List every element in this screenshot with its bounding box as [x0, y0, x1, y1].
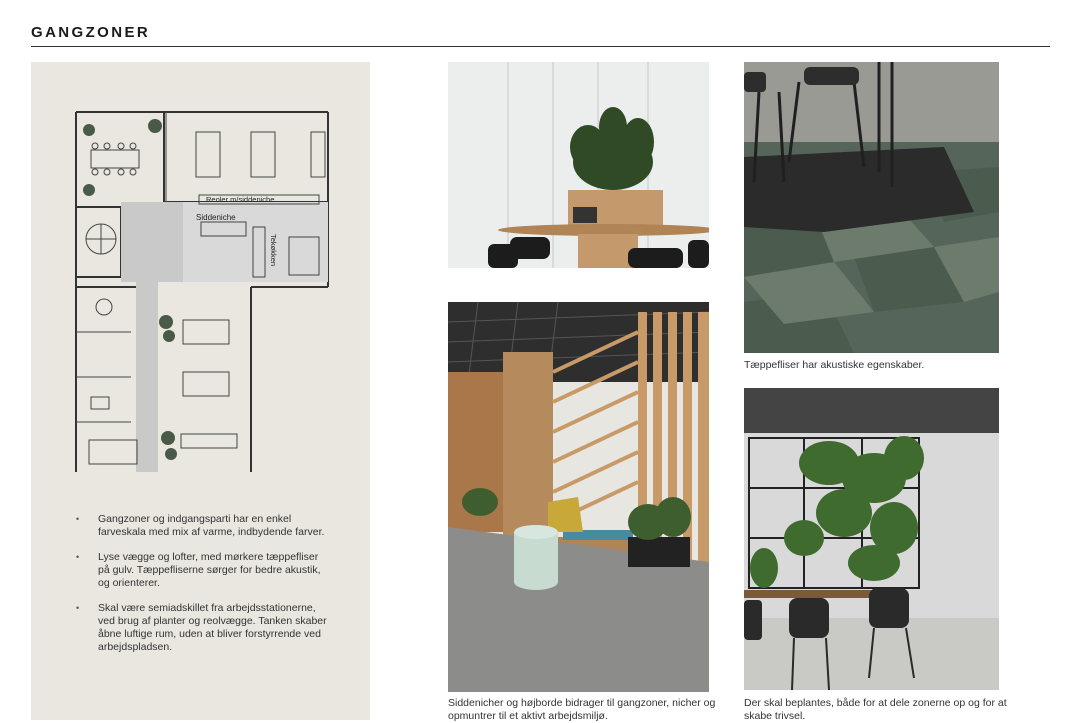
- plan-label-shelf: Reoler m/siddeniche: [206, 195, 275, 204]
- bullet-list: [76, 513, 331, 666]
- title-divider: [31, 46, 1050, 47]
- info-panel: [31, 62, 370, 720]
- page-title: GANGZONER: [31, 24, 151, 41]
- caption-carpet: Tæppefliser har akustiske egenskaber.: [744, 359, 925, 371]
- bullet-item-2: • Lyse vægge og lofter, med mørkere tæppefliser på gulv. Tæppefliserne sørger for bedre akustik, og orienterer.: [76, 551, 331, 590]
- caption-plants: Der skal beplantes, både for at dele zonerne op og for at skabe trivsel.: [744, 697, 1007, 722]
- photo-planter-table: [448, 62, 709, 268]
- floor-plan: [71, 102, 331, 472]
- photo-carpet-tiles: [744, 62, 999, 353]
- photo-plant-wall: [744, 388, 999, 690]
- caption-niche: Siddenicher og højborde bidrager til gangzoner, nicher og opmuntrer til et aktivt arbejdsmiljø.: [448, 697, 716, 722]
- plan-label-kitchen: Tekøkken: [269, 234, 278, 267]
- plan-label-niche: Siddeniche: [196, 213, 236, 222]
- bullet-item-1: • Gangzoner og indgangsparti har en enkel farveskala med mix af varme, indbydende farver.: [76, 513, 331, 539]
- bullet-item-3: • Skal være semiadskillet fra arbejdsstationerne, ved brug af planter og reolvægge. Tanken skaber åbne luftige rum, uden at bliver forstyrrende ved arbejdspladsen.: [76, 602, 331, 654]
- photo-wooden-niche: [448, 302, 709, 692]
